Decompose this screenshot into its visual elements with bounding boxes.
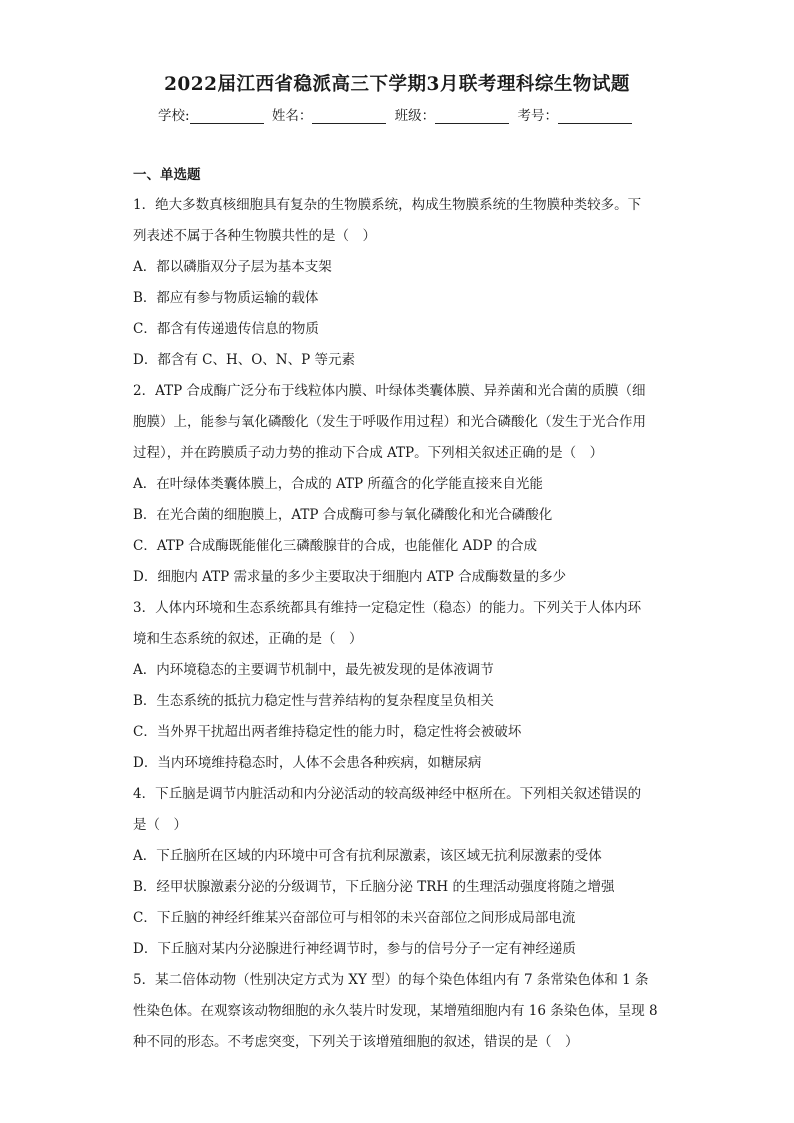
text-line: C．下丘脑的神经纤维某兴奋部位可与相邻的未兴奋部位之间形成局部电流 bbox=[133, 910, 576, 926]
text-line: 5．某二倍体动物（性别决定方式为 XY 型）的每个染色体组内有 7 条常染色体和 1 条 bbox=[133, 972, 649, 988]
school-blank[interactable] bbox=[190, 109, 264, 124]
school-label: 学校: bbox=[158, 108, 190, 124]
text-line: A．内环境稳态的主要调节机制中，最先被发现的是体液调节 bbox=[133, 662, 494, 678]
text-line: D．都含有 C、H、O、N、P 等元素 bbox=[133, 352, 355, 368]
name-label: 姓名： bbox=[271, 108, 313, 124]
exam-number-label: 考号： bbox=[517, 108, 558, 124]
name-blank[interactable] bbox=[312, 109, 386, 124]
text-line: C．都含有传递遗传信息的物质 bbox=[133, 321, 319, 337]
text-line: A．下丘脑所在区域的内环境中可含有抗利尿激素，该区域无抗利尿激素的受体 bbox=[133, 848, 602, 864]
text-line: 性染色体。在观察该动物细胞的永久装片时发现，某增殖细胞内有 16 条染色体，呈现 8 bbox=[133, 1003, 658, 1019]
text-line: B．在光合菌的细胞膜上，ATP 合成酶可参与氧化磷酸化和光合磷酸化 bbox=[133, 507, 553, 523]
text-line: B．经甲状腺激素分泌的分级调节，下丘脑分泌 TRH 的生理活动强度将随之增强 bbox=[133, 879, 615, 895]
class-label: 班级： bbox=[394, 108, 436, 124]
text-line: 胞膜）上，能参与氧化磷酸化（发生于呼吸作用过程）和光合磷酸化（发生于光合作用 bbox=[133, 414, 646, 430]
text-line: 2．ATP 合成酶广泛分布于线粒体内膜、叶绿体类囊体膜、异养菌和光合菌的质膜（细 bbox=[133, 383, 646, 399]
text-line: D．细胞内 ATP 需求量的多少主要取决于细胞内 ATP 合成酶数量的多少 bbox=[133, 569, 567, 585]
text-line: C．当外界干扰超出两者维持稳定性的能力时，稳定性将会被破坏 bbox=[133, 724, 522, 740]
text-line: B．生态系统的抵抗力稳定性与营养结构的复杂程度呈负相关 bbox=[133, 693, 494, 709]
text-line: A．都以磷脂双分子层为基本支架 bbox=[133, 259, 332, 275]
text-line: 是（ ） bbox=[133, 817, 187, 833]
text-line: D．下丘脑对某内分泌腺进行神经调节时，参与的信号分子一定有神经递质 bbox=[133, 941, 576, 957]
class-blank[interactable] bbox=[435, 109, 509, 124]
exam-number-blank[interactable] bbox=[558, 109, 632, 124]
section-heading: 一、单选题 bbox=[133, 167, 201, 183]
text-line: B．都应有参与物质运输的载体 bbox=[133, 290, 319, 306]
text-line: 列表述不属于各种生物膜共性的是（ ） bbox=[133, 228, 376, 244]
text-line: 种不同的形态。不考虑突变，下列关于该增殖细胞的叙述，错误的是（ ） bbox=[133, 1034, 579, 1050]
question-content bbox=[133, 190, 661, 1058]
student-info-row bbox=[0, 104, 794, 124]
text-line: 境和生态系统的叙述，正确的是（ ） bbox=[133, 631, 363, 647]
text-line: 1．绝大多数真核细胞具有复杂的生物膜系统，构成生物膜系统的生物膜种类较多。下 bbox=[133, 197, 642, 213]
exam-title: 2022届江西省稳派高三下学期3月联考理科综生物试题 bbox=[164, 74, 630, 95]
text-line: C．ATP 合成酶既能催化三磷酸腺苷的合成，也能催化 ADP 的合成 bbox=[133, 538, 537, 554]
text-line: 3．人体内环境和生态系统都具有维持一定稳定性（稳态）的能力。下列关于人体内环 bbox=[133, 600, 642, 616]
text-line: A．在叶绿体类囊体膜上，合成的 ATP 所蕴含的化学能直接来自光能 bbox=[133, 476, 543, 492]
text-line: 4．下丘脑是调节内脏活动和内分泌活动的较高级神经中枢所在。下列相关叙述错误的 bbox=[133, 786, 642, 802]
text-line: 过程），并在跨膜质子动力势的推动下合成 ATP。下列相关叙述正确的是（ ） bbox=[133, 445, 604, 461]
text-line: D．当内环境维持稳态时，人体不会患各种疾病，如糖尿病 bbox=[133, 755, 482, 771]
